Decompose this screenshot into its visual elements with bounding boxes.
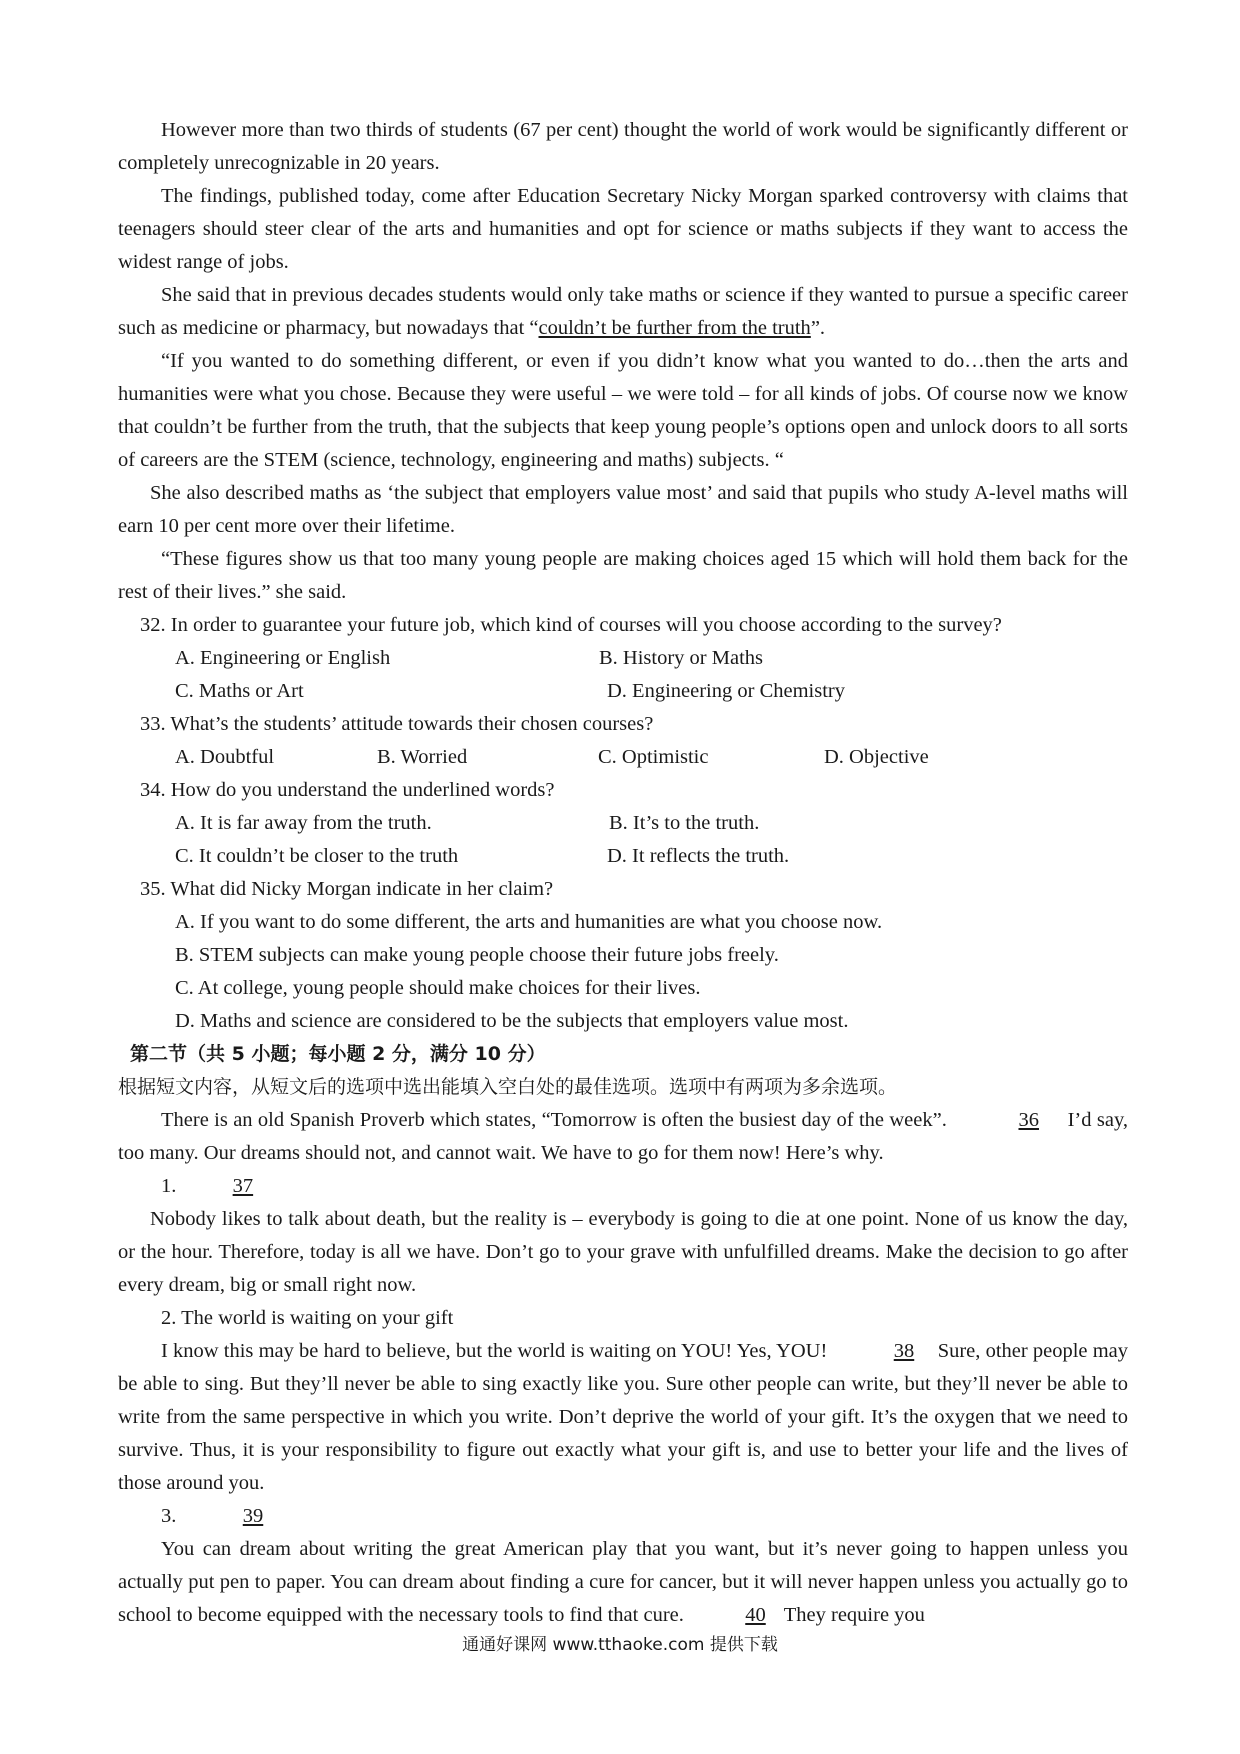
options-row <box>118 807 1128 840</box>
question-stem: 35. What did Nicky Morgan indicate in her claim? <box>140 878 554 900</box>
option-b: B. STEM subjects can make young people choose their future jobs freely. <box>175 944 779 966</box>
question-34 <box>118 774 1128 873</box>
question-stem: 32. In order to guarantee your future job, which kind of courses will you choose according to the survey? <box>140 614 1002 636</box>
paragraph-text: They require you <box>783 1604 925 1626</box>
option-a: A. Engineering or English <box>175 647 391 669</box>
blank-36[interactable]: 36 <box>1018 1109 1039 1131</box>
paragraph <box>118 1533 1128 1632</box>
question-32 <box>118 609 1128 708</box>
blank-39[interactable]: 39 <box>242 1505 264 1527</box>
blank-37[interactable]: 37 <box>232 1175 254 1197</box>
paragraph-text: ”. <box>810 317 826 339</box>
section-instruction: 根据短文内容，从短文后的选项中选出能填入空白处的最佳选项。选项中有两项为多余选项。 <box>118 1076 898 1098</box>
paragraph: The findings, published today, come after Education Secretary Nicky Morgan sparked controversy with claims that teenagers should steer clear of the arts and humanities and opt for science or maths subjects if they want to access the widest range of jobs. <box>118 185 1128 273</box>
subheading-1 <box>118 1170 1128 1203</box>
option-c: C. Maths or Art <box>175 680 304 702</box>
paragraph: Nobody likes to talk about death, but the reality is – everybody is going to die at one point. None of us know the day, or the hour. Therefore, today is all we have. Don’t go to your grave with unfulfilled dreams. Make the decision to go after every dream, big or small right now. <box>118 1208 1128 1296</box>
section-title: 第二节（共 5 小题；每小题 2 分，满分 10 分） <box>130 1043 546 1065</box>
blank-40[interactable]: 40 <box>745 1604 766 1626</box>
paragraph <box>118 279 1128 345</box>
subheading-number: 3. <box>161 1505 177 1527</box>
paragraph-text: She said that in previous decades students would only take maths or science if they wanted to pursue a specific career such as medicine or pharmacy, but nowadays that “ <box>118 284 1128 339</box>
paragraph <box>118 1335 1128 1500</box>
option-c: C. Optimistic <box>598 746 709 768</box>
option-d: D. Maths and science are considered to be the subjects that employers value most. <box>175 1010 849 1032</box>
subheading-3 <box>118 1500 1128 1533</box>
option-c: C. At college, young people should make choices for their lives. <box>175 977 701 999</box>
option-d: D. Objective <box>824 746 929 768</box>
paragraph-text: I know this may be hard to believe, but the world is waiting on YOU! Yes, YOU! <box>161 1340 828 1362</box>
option-a: A. Doubtful <box>175 746 275 768</box>
option-a: A. If you want to do some different, the arts and humanities are what you choose now. <box>175 911 883 933</box>
option-d: D. Engineering or Chemistry <box>607 680 845 702</box>
question-33 <box>118 708 1128 774</box>
options-row <box>118 642 1128 675</box>
paragraph: She also described maths as ‘the subject that employers value most’ and said that pupils who study A-level maths will earn 10 per cent more over their lifetime. <box>118 482 1128 537</box>
question-stem: 34. How do you understand the underlined words? <box>140 779 555 801</box>
exam-page <box>118 114 1128 1632</box>
paragraph-text: I’d say, too many. Our dreams should not, and cannot wait. We have to go for them now! Here’s why. <box>118 1109 1129 1164</box>
option-c: C. It couldn’t be closer to the truth <box>175 845 459 867</box>
paragraph-text: There is an old Spanish Proverb which states, “Tomorrow is often the busiest day of the week”. <box>161 1109 947 1131</box>
question-stem: 33. What’s the students’ attitude towards their chosen courses? <box>140 713 654 735</box>
paragraph: However more than two thirds of students (67 per cent) thought the world of work would be significantly different or completely unrecognizable in 20 years. <box>118 119 1128 174</box>
paragraph: “If you wanted to do something different, or even if you didn’t know what you wanted to do…then the arts and humanities were what you chose. Because they were useful – we were told – for all kinds of jobs. Of course now we know that couldn’t be further from the truth, that the subjects that keep young people’s options open and unlock doors to all sorts of careers are the STEM (science, technology, engineering and maths) subjects. “ <box>118 350 1128 471</box>
footer-watermark: 通通好课网 www.tthaoke.com 提供下载 <box>462 1635 778 1655</box>
options-row <box>118 741 1128 774</box>
paragraph: “These figures show us that too many young people are making choices aged 15 which will hold them back for the rest of their lives.” she said. <box>118 548 1128 603</box>
options-row <box>118 840 1128 873</box>
subheading-number: 1. <box>161 1175 177 1197</box>
option-b: B. Worried <box>377 746 468 768</box>
paragraph <box>118 1104 1128 1170</box>
subheading-2: 2. The world is waiting on your gift <box>161 1307 454 1329</box>
option-b: B. It’s to the truth. <box>609 812 760 834</box>
question-35 <box>118 873 1128 1038</box>
options-row <box>118 675 1128 708</box>
underlined-phrase: couldn’t be further from the truth <box>538 317 811 339</box>
paragraph-text: You can dream about writing the great American play that you want, but it’s never going to happen unless you actually put pen to paper. You can dream about finding a cure for cancer, but it will never happen unless you actually go to school to become equipped with the necessary tools to find that cure. <box>118 1538 1128 1626</box>
option-b: B. History or Maths <box>599 647 763 669</box>
option-a: A. It is far away from the truth. <box>175 812 432 834</box>
paragraph-text: Sure, other people may be able to sing. But they’ll never be able to sing exactly like you. Sure other people can write, but they’ll never be able to write from the same perspective in which you write. Don’t deprive the world of your gift. It’s the oxygen that we need to survive. Thus, it is your responsibility to figure out exactly what your gift is, and use to better your life and the lives of those around you. <box>118 1340 1129 1494</box>
option-d: D. It reflects the truth. <box>607 845 790 867</box>
blank-38[interactable]: 38 <box>893 1340 915 1362</box>
